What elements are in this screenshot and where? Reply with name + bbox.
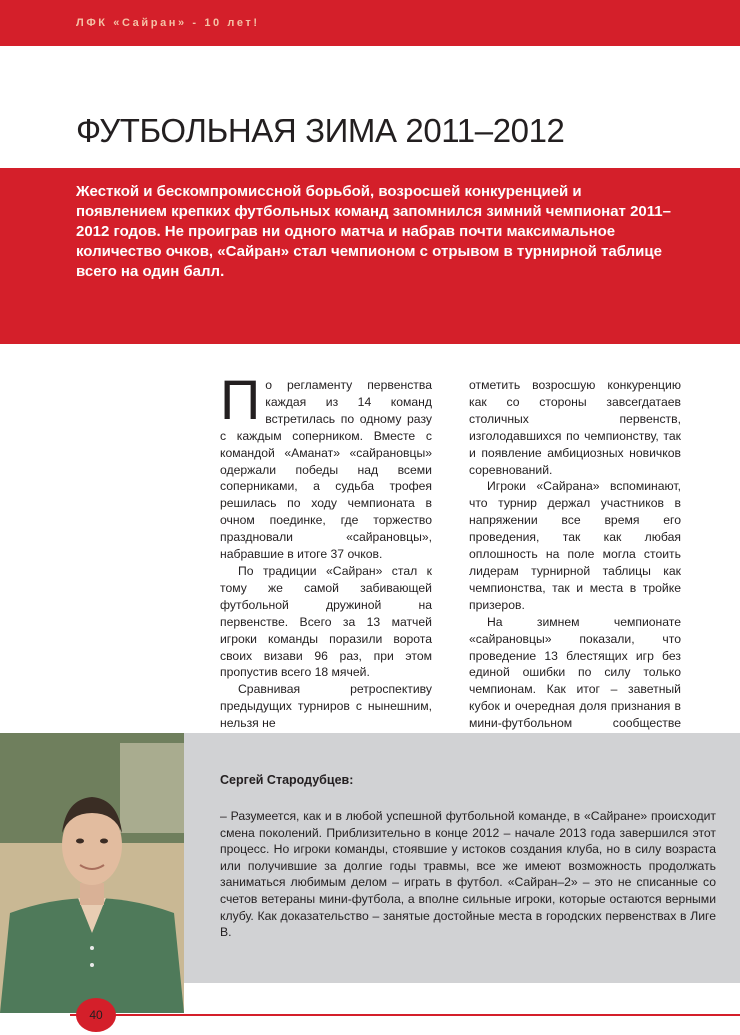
running-title: ЛФК «Сайран» - 10 лет!	[76, 17, 260, 29]
paragraph: По традиции «Сайран» стал к тому же самой забивающей футбольной дружиной на первенстве. Всего за 13 матчей игроки команды поразили ворота своих визави 96 раз, при этом пропустив всего 18 мячей.	[220, 563, 432, 680]
quote-author: Сергей Стародубцев:	[220, 773, 354, 787]
quote-text: – Разумеется, как и в любой успешной футбольной команде, в «Сайране» происходит смена поколений. Приблизительно в конце 2012 – начале 2013 года завершился этот процесс. Но игроки команды, стоявшие у истоков создания клуба, но в силу возраста или получившие за долгие годы травмы, все же имеют возможность продолжать заниматься любимым делом – играть в футбол. «Сайран–2» – это не списанные со счетов ветераны мини-футбола, а вполне сильные игроки, которые остаются верными клубу. Как доказательство – занятые достойные места в городских первенствах в Лиге В.	[220, 809, 716, 940]
paragraph	[220, 368, 432, 563]
paragraph: На зимнем чемпионате «сайрановцы» показали, что проведение 13 блестящих игр без единой ошибки по силу только чемпионам. Как итог – заветный кубок и очередная доля признания в мини-футбольном сообществе	[469, 614, 681, 731]
portrait-photo	[0, 733, 184, 1013]
paragraph: Сравнивая ретроспективу предыдущих турниров с нынешним, нельзя не	[220, 682, 432, 731]
footer-rule	[70, 1014, 740, 1016]
page-number: 40	[76, 998, 116, 1032]
portrait-illustration	[0, 733, 184, 1013]
paragraph-text: о регламенту первенства каждая из 14 команд встретилась по одному разу с каждым соперником. Вместе с командой «Аманат» «сайрановцы» одержали победы над всеми соперниками, а судьба трофея решилась по ходу чемпионата в очном поединке, где торжество праздновали «сайрановцы», набравшие в итоге 37 очков.	[220, 378, 432, 562]
article-lead: Жесткой и бескомпромиссной борьбой, возросшей конкуренцией и появлением крепких футбольных команд запомнился зимний чемпионат 2011–2012 годов. Не проиграв ни одного матча и набрав почти максимальное количество очков, «Сайран» стал чемпионом с отрывом в турнирной таблице всего на один балл.	[76, 183, 671, 280]
paragraph: отметить возросшую конкуренцию как со стороны завсегдатаев столичных первенств, изголодавшихся по чемпионству, так и появление амбициозных новичков соревнований.	[469, 378, 681, 477]
article-title: ФУТБОЛЬНАЯ ЗИМА 2011–2012	[76, 112, 565, 149]
text-column-left	[220, 368, 432, 732]
drop-cap: П	[220, 368, 261, 431]
quote-box	[184, 733, 740, 983]
lead-band	[0, 168, 740, 344]
header-band	[0, 0, 740, 46]
paragraph: Игроки «Сайрана» вспоминают, что турнир держал участников в напряжении все время его проведения, так как любая оплошность на поле могла стоить лидерам турнирной таблицы как чемпионства, так и места в тройке призеров.	[469, 479, 681, 612]
text-column-right	[469, 377, 681, 749]
